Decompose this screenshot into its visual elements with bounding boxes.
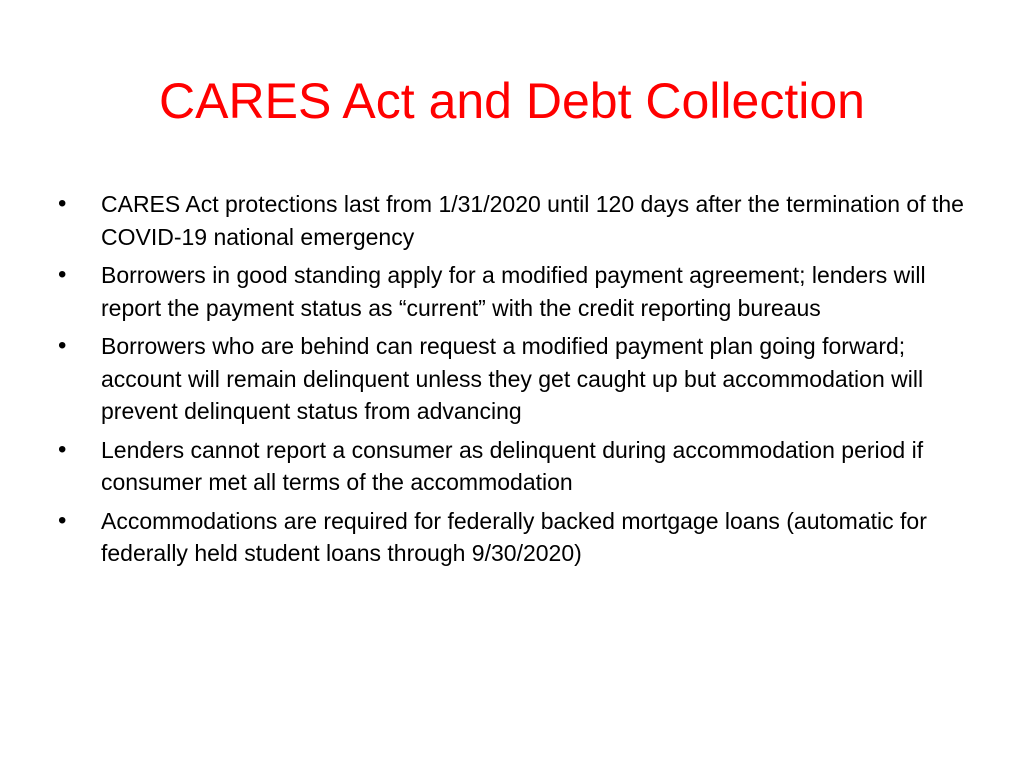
bullet-item — [56, 259, 966, 324]
bullet-item — [56, 434, 966, 499]
bullet-marker: • — [58, 506, 67, 534]
bullet-item — [56, 505, 966, 570]
bullet-marker: • — [58, 261, 67, 288]
bullet-marker: • — [58, 435, 67, 463]
bullet-text: Borrowers who are behind can request a modified payment plan going forward; account will remain delinquent unless they get caught up but accommodation will prevent delinquent status from advancing — [101, 333, 924, 424]
bullet-item — [56, 330, 966, 428]
bullet-text: Lenders cannot report a consumer as delinquent during accommodation period if consumer met all terms of the accommodation — [101, 436, 924, 495]
bullet-text: Accommodations are required for federally backed mortgage loans (automatic for federally held student loans through 9/30/2020) — [101, 507, 927, 566]
bullet-text: Borrowers in good standing apply for a modified payment agreement; lenders will report the payment status as “current” with the credit reporting bureaus — [101, 262, 926, 321]
bullet-list — [56, 188, 966, 576]
slide-title: CARES Act and Debt Collection — [159, 73, 865, 129]
bullet-marker: • — [58, 190, 67, 217]
bullet-item — [56, 188, 966, 253]
bullet-marker: • — [58, 332, 67, 359]
bullet-text: CARES Act protections last from 1/31/2020 until 120 days after the termination of the COVID-19 national emergency — [101, 191, 964, 250]
